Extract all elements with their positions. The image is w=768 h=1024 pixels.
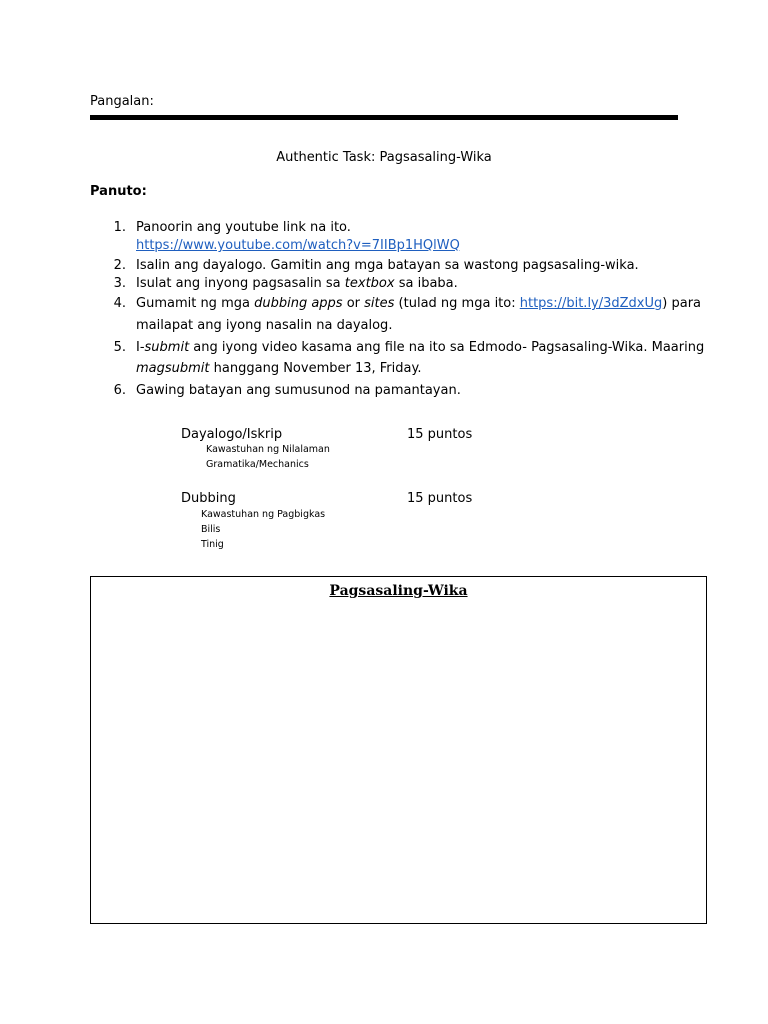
textbox-title: Pagsasaling-Wika [329, 583, 468, 599]
step-text-part: I- [136, 340, 145, 355]
rubric-criterion: Kawastuhan ng Nilalaman [206, 444, 330, 455]
header-divider [90, 115, 678, 120]
step-text-part: ang iyong video kasama ang file na ito sa Edmodo- Pagsasaling-Wika. Maaring [189, 340, 705, 355]
rubric-category: Dayalogo/Iskrip [181, 427, 283, 442]
rubric-points: 15 puntos [407, 427, 473, 442]
step-text-italic: sites [364, 296, 395, 311]
step-text-italic: magsubmit [136, 361, 210, 376]
rubric-criterion: Kawastuhan ng Pagbigkas [201, 509, 326, 520]
step-text [136, 340, 704, 356]
step-number: 2. [113, 258, 126, 273]
youtube-link[interactable]: https://www.youtube.com/watch?v=7IIBp1HQlWQ [136, 238, 460, 253]
step-text-part: Gumamit ng mga [136, 296, 255, 311]
step-text-part: ) para [662, 296, 702, 311]
page-title: Authentic Task: Pagsasaling-Wika [276, 150, 492, 165]
instructions-heading: Panuto: [90, 184, 147, 199]
step-text-part: sa ibaba. [394, 276, 458, 291]
step-text-part: Isulat ang inyong pagsasalin sa [136, 276, 345, 291]
step-text: Panoorin ang youtube link na ito. [136, 220, 351, 235]
step-text-italic: textbox [344, 276, 395, 291]
step-text [136, 296, 701, 312]
step-number: 4. [113, 296, 126, 311]
name-label: Pangalan: [90, 94, 154, 109]
step-text: Gawing batayan ang sumusunod na pamantayan. [136, 383, 461, 398]
step-number: 5. [113, 340, 126, 355]
answer-textbox[interactable] [90, 576, 707, 924]
step-text-continued: mailapat ang iyong nasalin na dayalog. [136, 318, 393, 333]
rubric-criterion: Bilis [201, 524, 221, 535]
step-text-italic: submit [144, 340, 190, 355]
step-text-part: or [342, 296, 365, 311]
step-text-part: hanggang November 13, Friday. [209, 361, 422, 376]
step-text-continued [136, 361, 421, 377]
rubric-criterion: Tinig [201, 539, 224, 550]
step-number: 3. [113, 276, 126, 291]
step-text: Isalin ang dayalogo. Gamitin ang mga batayan sa wastong pagsasaling-wika. [136, 258, 639, 273]
step-text [136, 276, 458, 292]
bitly-link[interactable]: https://bit.ly/3dZdxUg [519, 296, 663, 311]
step-number: 1. [113, 220, 126, 235]
rubric-points: 15 puntos [407, 491, 473, 506]
step-number: 6. [113, 383, 126, 398]
step-text-italic: dubbing apps [254, 296, 343, 311]
rubric-category: Dubbing [181, 491, 236, 506]
step-text-part: (tulad ng mga ito: [394, 296, 520, 311]
rubric-criterion: Gramatika/Mechanics [206, 459, 309, 470]
